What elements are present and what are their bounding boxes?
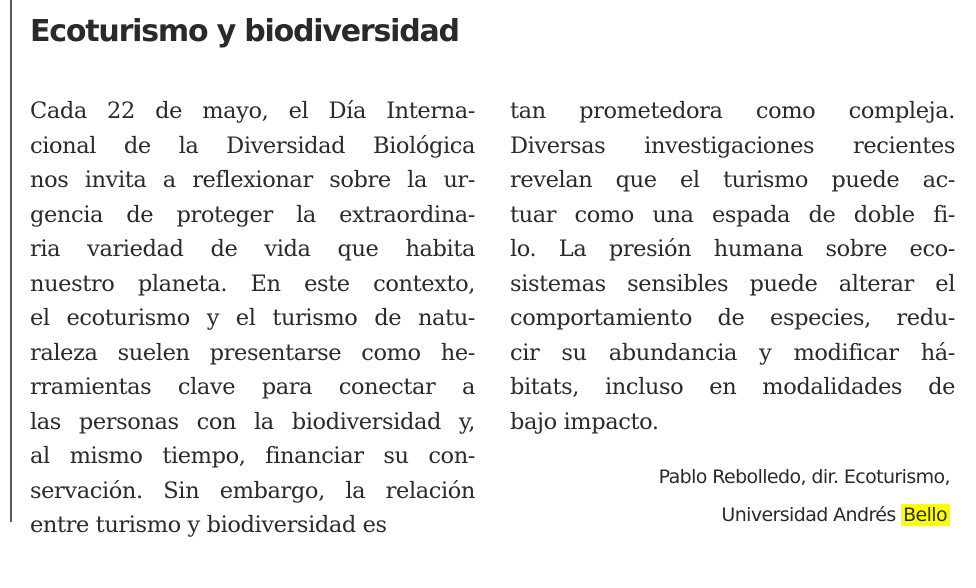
text-line: bitats, incluso en modalidades de xyxy=(510,374,955,400)
text-line: servación. Sin embargo, la relación xyxy=(30,477,475,504)
text-line: entre turismo y biodiversidad es xyxy=(30,512,387,538)
text-line: ria variedad de vida que habita xyxy=(30,236,475,262)
text-line: Diversas investigaciones recientes xyxy=(510,132,955,159)
text-line: raleza suelen presentarse como he- xyxy=(30,339,475,366)
text-line: rramientas clave para conectar a xyxy=(30,374,475,400)
text-line: Cada 22 de mayo, el Día Interna- xyxy=(30,98,475,124)
text-line: al mismo tiempo, financiar su con- xyxy=(30,443,475,469)
text-line: nuestro planeta. En este contexto, xyxy=(30,270,475,297)
text-line: las personas con la biodiversidad y, xyxy=(30,408,475,435)
text-line: tan prometedora como compleja. xyxy=(510,98,955,124)
article-column-left xyxy=(30,94,475,543)
text-line: cional de la Diversidad Biológica xyxy=(30,132,475,159)
text-line: el ecoturismo y el turismo de natu- xyxy=(30,305,475,331)
affiliation-text: Universidad Andrés xyxy=(721,504,902,526)
text-line: bajo impacto. xyxy=(510,408,659,435)
column-rule xyxy=(10,0,12,522)
text-line: cir su abundancia y modificar há- xyxy=(510,339,955,366)
text-line: nos invita a reflexionar sobre la ur- xyxy=(30,167,475,193)
highlighted-word: Bello xyxy=(901,504,950,526)
text-line: gencia de proteger la extraordina- xyxy=(30,201,475,228)
text-line: tuar como una espada de doble fi- xyxy=(510,201,955,228)
author-name-title: Pablo Rebolledo, dir. Ecoturismo, xyxy=(658,466,950,488)
author-signature xyxy=(659,458,950,534)
text-line: sistemas sensibles puede alterar el xyxy=(510,270,955,297)
text-line: lo. La presión humana sobre eco- xyxy=(510,236,955,262)
article-headline: Ecoturismo y biodiversidad xyxy=(30,14,459,49)
text-line: revelan que el turismo puede ac- xyxy=(510,167,955,193)
author-affiliation xyxy=(659,496,950,534)
article-column-right xyxy=(510,94,955,439)
text-line: comportamiento de especies, redu- xyxy=(510,305,955,331)
